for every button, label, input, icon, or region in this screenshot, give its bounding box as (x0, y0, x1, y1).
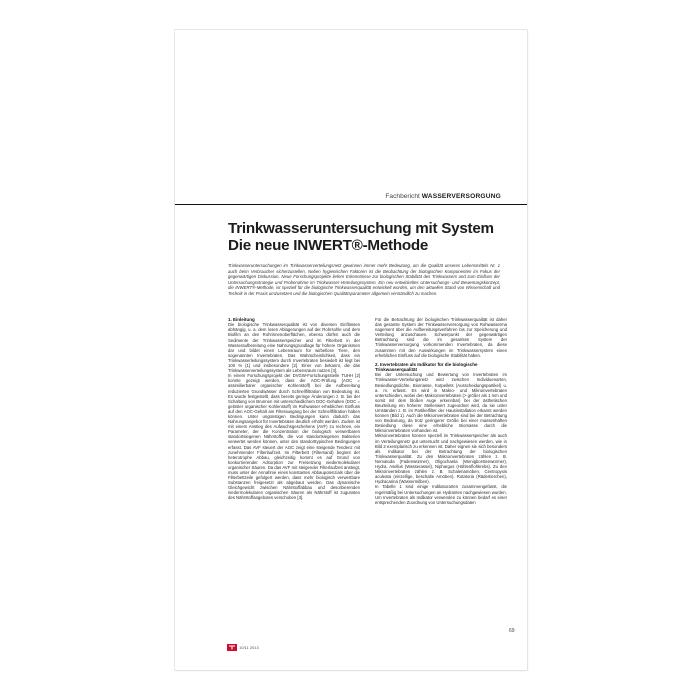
body-paragraph: Um Invertebraten als Indikator verwenden zu können bedarf es einer entsprechenden Zuordnung von Untersuchungsdaten (375, 494, 507, 505)
title-line-1: Trinkwasseruntersuchung mit System (228, 220, 494, 237)
article-lead: Trinkwasseruntersuchungen im Trinkwasserverteilungsnetz gewinnen immer mehr Bedeutung, um die Qualität unseres Lebensmittels Nr. 1 auch beim Verbraucher sicherzustellen. Neben hygienischen Faktoren ist die Beobachtung der biologischen Komponenten im Fokus der gegenwärtigen Diskussion. Neue Forschungsprojekte liefern Erkenntnisse zur biologischen Stabilität des Trinkwassers und zum Einfluss der Untersuchungsstrategie und Probenahme im Trinkwasser-Verteilungssystem. Ein neu entwickeltes Untersuchungs- und Bewertungskonzept, die INWERT®-Methode, ist speziell für die biologische Trinkwasserqualität entwickelt worden, um den aktuellen Stand von Wissenschaft und Technik in der Praxis umzusetzen und die biologischen Qualitätsparameter allgemein verständlich zu machen. (228, 263, 500, 296)
journal-page (175, 30, 527, 670)
body-paragraph: Die biologische Trinkwasserqualität ist von diversen Einflüssen abhängig, u. a. dem losen Ablagerungen auf der Rohrsohle und dem Biofilm an den Rohrinnenoberflächen, ebenso dürfen auch die Sedimente der Trinkwasserspeicher und im Filterbett in der Wasseraufbereitung eine Nahrungsgrundlage für höhere Organismen dar und bildet einen Lebensraum für wirbellose Tiere, den sogenannten Invertebraten. Das Wahrscheinlichkeit, dass ein Trinkwasserleitungssystem durch Invertebraten besiedelt ist liegt bei 100 % [1] und insbesondere [2]. Einer von bekannt, die das Trinkwasserverteilungssystem als Lebensraum nutzen [3]. (228, 322, 360, 374)
publisher-logo-icon (227, 644, 237, 651)
body-paragraph: Bei der Untersuchung und Bewertung von Invertebraten im Trinkwasser-Verteilungsnetz wird zwischen Individuenarten, Besiedlungsdichte, Biomasse, Kotpellets (Ausscheidungspartikel) u. a. m. erfasst. Es wird in Makro- und Mikroinvertebraten unterschieden, wobei den Makroinvertebraten (> größer als 1 mm und somit mit dem bloßen Auge erkennbar) bei der ästhetischen Beurteilung ein höherer Stellenwert zugeordnet wird, da sie unter Umständen z. B. im Partikelfilter der Hausinstallation erkannt werden können (Bild 1). Auch die Mikroinvertebraten sind bei der Betrachtung von Bedeutung, da trotz geringerer Größe bei einer massenhaften Besiedlung diese eine erhebliche Biomasse durch die Mikroinvertebraten vorhanden ist. (375, 372, 507, 434)
issue-label: 10/11 2013 (239, 645, 259, 650)
article-title (228, 220, 518, 254)
body-paragraph: In Tabelle 1 sind einige Indikatorarten zusammengefasst, die regelmäßig bei Untersuchungen an Hydranten nachgewiesen wurden. (375, 484, 507, 495)
title-line-2: Die neue INWERT®-Methode (228, 237, 429, 254)
section-heading-invertebrates: 2. Invertebraten als Indikator für die biologische Trinkwasserqualität (375, 361, 478, 373)
header-rule (175, 204, 527, 205)
body-paragraph: Für die Betrachtung der biologischen Trinkwasserqualität ist daher das gesamte System der Trinkwasserversorgung von Rohwasserma nagement über die Aufbereitungsverfahren bis zur Speicherung und Verteilung anzuschauen. Schwerpunkt der gegenwärtigen Betrachtung sind die im gesamten System der Trinkwasserversorgung vorkommenden Invertebraten, da diese zusammen mit den Auswirkungen im Trinkwassersystem einen erheblichen Einfluss auf die biologische Stabilität haben. (375, 317, 507, 358)
left-column (228, 317, 360, 501)
rubric-section: WASSERVERSORGUNG (421, 193, 501, 200)
body-paragraph: Mikroinvertebraten können speziell im Trinkwasserspeicher als auch im Verteilungsnetz gut untersucht und nachgewiesen werden, wie in Bild 2 exemplarisch zu erkennen ist. Daher eignen sie sich besonders als Indikator bei der Betrachtung der biologischen Trinkwasserqualität. Zu den Makroinvertebraten zählen z. B. Nematoda (Fadenwürmer), Oligochaeta (Wenigborstenwürmer), Hydra, Asellus (Wasserassel), Niphargus (Höhlenflohkrebs). Zu den Mikroinvertebraten zählen z. B. Schalenamöben, Centropyxis aculeata (einzellige, beschalte Amöben), Rotatoria (Rädertierchen), Hydracarina (Wassermilben). (375, 433, 507, 485)
rubric-label: Fachbericht (385, 193, 420, 200)
right-column (375, 317, 507, 505)
page-number: 69 (509, 628, 515, 634)
section-heading-introduction: 1. Einleitung (228, 317, 255, 322)
body-paragraph: In einem Forschungsprojekt der DVGW-Forschungsstelle TUHH [2] konnte gezeigt werden, dass der AOC-Prüfung (AOC = assimilierbarer organischer Kohlenstoff) bei die Aufbereitung reduzierten Grundwässer durch Schnellfiltration von Bedeutung ist. Es wurde festgestellt, dass bereits geringe Änderungen z. B. bei der Schaltung von Brunnen mit unterschiedlichem DOC-Gehalten (DOC = gelöster organischer Kohlenstoff) im Rohwasser erheblichen Einfluss auf den AOC-Gehalt am Filterausgang bei der Schnellfiltration haben können. Unter ungünstigen Bedingungen kann dadurch das Nahrungsangebot für Invertebraten deutlich erhöht werden. Zudem ist mit einem Anstieg des Aufwuchsgeschehens (AVF) zu rechnen, ein Parameter, der die Konzentration der biologisch verwertbaren standortsiegenen Nährstoffe, die von standortsiegenen Bakterien verwertet werden können, unter den standorttypischen Bedingungen erfasst. Das AVF steuert der AOC zeigt eine steigende Tendenz mit zunehmender Filterlaufzeit. Im Filterbett (Filtersand) beginnt der heterotrophe Abbau, gleichzeitig kommt es auf Grund von konkurrierender Adsorption zur Freisetzung niedermolekularer organischer Säuren. Da das AVF mit steigender Filterlaufzeit ansteigt, muss unter der Annahme eines konstanten Abbaupotenzials über die Filterbettzeile gefolgert werden, dass mehr biologisch verwertbare Substanzen freigesetzt als abgebaut werden. Das dynamische Gleichgewicht zwischen Nährstoffabbau und desorbierenden niedermolekularen organischen Säuren als Nährstoff ist zugunsten des Nährstoffangebotes verschoben [3]. (228, 373, 360, 501)
section-rubric (385, 192, 501, 202)
